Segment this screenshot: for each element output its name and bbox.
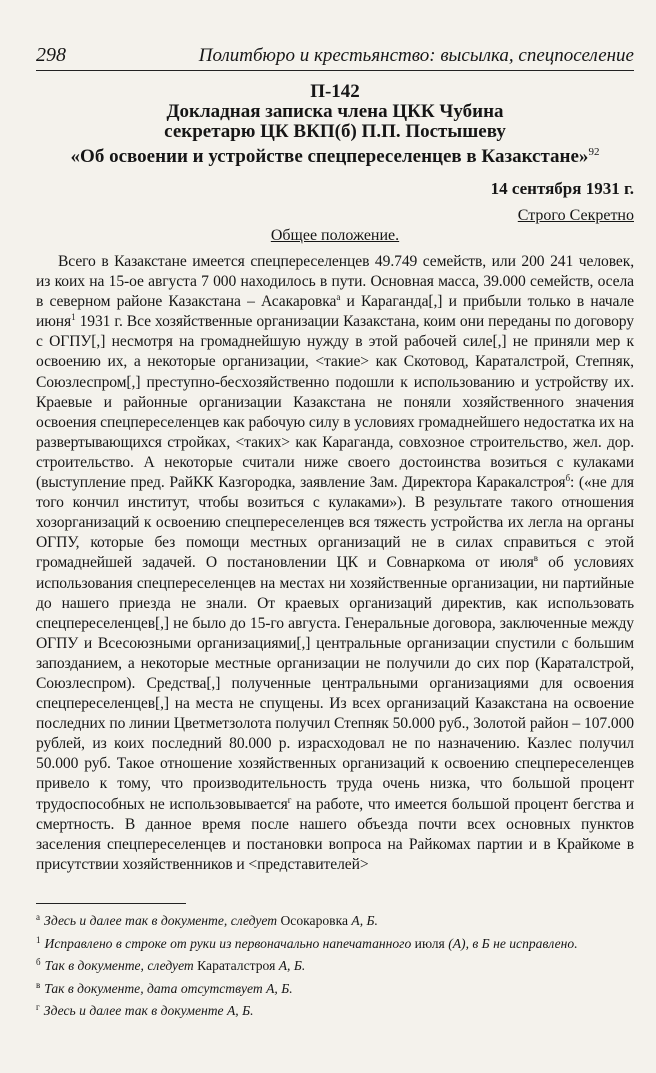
footnote: $^б$ Так в документе, следует Караталстроя А, Б. <box>36 957 306 973</box>
body-text-4: : («не для того кончил институт, чтобы возиться с кулаками»). В результате такого отношения хозорганизаций к освоению спецпереселенцев вся тяжесть устройства их легла на органы ОГПУ, которые без помощи местных организаций не в силах справиться с этой громаднейшей задачей. О постановлении ЦК и Совнаркома от июля <box>36 474 634 572</box>
footnote-mark: в <box>36 979 41 990</box>
footnote-mark: г <box>36 1002 40 1012</box>
classification-stamp: Строго Секретно <box>517 207 634 224</box>
footnote-ref-g: г <box>287 794 292 805</box>
body-text-2: и Караганда[,] и прибыли только в начале июня <box>36 293 634 331</box>
title-line-3 <box>36 142 634 167</box>
document-date: 14 сентября 1931 г. <box>490 179 634 198</box>
footnotes <box>36 903 634 1021</box>
document-number: П-142 <box>310 81 360 102</box>
body-text-6: на работе, что имеется большой процент бегства и смертность. В данное время после нашего объезда почти всех основных пунктов заселения спецпереселенцев и постановки вопроса на Райкомах партии и в Крайкоме в присутствии хозяйственников и <представителей> <box>36 795 634 873</box>
footnote-mark: а <box>36 912 40 922</box>
title-line-3-text: «Об освоении и устройстве спецпереселенцев в Казакстане» <box>70 146 589 167</box>
footnote-ref-b: б <box>565 473 570 484</box>
title-note-marker: 92 <box>588 146 600 158</box>
page-header <box>36 44 634 71</box>
body-paragraph <box>36 252 634 875</box>
document-block <box>36 82 634 891</box>
footnote: $^а$ Здесь и далее так в документе, следует Осокаровка А, Б. <box>36 912 378 928</box>
footnote-ref-1: 1 <box>71 312 76 323</box>
title-line-1: Докладная записка члена ЦКК Чубина <box>166 101 504 122</box>
footnote-mark: 1 <box>36 934 41 945</box>
page-number: 298 <box>36 44 66 66</box>
body-text-3: 1931 г. Все хозяйственные организации Казакстана, коим они переданы по договору с ОГПУ[,] несмотря на громаднейшую нужду в этой рабочей силе[,] не приняли мер к освоению их, а некоторые организации, <такие> как Скотовод, Караталстрой, Степняк, Союзлеспром[,] преступно-бесхозяйственно подошли к использованию и устройству их. Краевые и районные организации Казакстана не поняли хозяйственного значения освоения спецпереселенцев как рабочую силу в условиях громаднейшего недостатка их на развертывающихся стройках, <таких> как Караганда, совхозное строительство, жел. дор. строительство. А некоторые считали ниже своего достоинства возиться с кулаками (выступление пред. РайКК Казгородка, заявление Зам. Директора Каракалстроя <box>36 313 634 492</box>
footnote-ref-v: в <box>533 553 538 564</box>
footnote: $^г$ Здесь и далее так в документе А, Б. <box>36 1002 254 1018</box>
document-title <box>36 102 634 167</box>
running-title: Политбюро и крестьянство: высылка, спецпоселение <box>198 45 634 66</box>
footnote-mark: б <box>36 957 41 967</box>
body-text-1: Всего в Казакстане имеется спецпереселенцев 49.749 семейств, или 200 241 человек, из коих на 15-ое августа 7 000 находилось в пути. Основная масса, 39.000 семейств, осела в северном районе Казакстана – Асакаровка <box>36 253 634 311</box>
body-text-5: об условиях использования спецпереселенцев на местах ни хозяйственные организации, ни партийные до нашего приезда не знали. От краевых организаций директив, как использовать спецпереселенцев[,] не было до 15-го августа. Генеральные договора, заключенные между ОГПУ и Всесоюзными организациями[,] центральные организации спустили с большим запозданием, а некоторые местные организации не получили до сих пор (Караталстрой, Союзлеспром). Средства[,] полученные центральными организациями для освоения спецпереселенцев[,] на места не спущены. Из всех организаций Казакстана на освоение последних по линии Цветметзолота получил Степняк 50.000 руб., Золотой район – 107.000 рублей, из коих последний 80.000 р. израсходовал не по назначению. Казлес получил 50.000 руб. Такое отношение хозяйственных организаций к освоению спецпереселенцев привело к тому, что производительность труда очень низка, что большой процент трудоспособных не использовывается <box>36 554 634 813</box>
section-heading: Общее положение. <box>270 227 400 244</box>
title-line-2: секретарю ЦК ВКП(б) П.П. Постышеву <box>164 121 506 142</box>
footnote-ref-a: а <box>336 292 341 303</box>
footnote: $^1$ Исправлено в строке от руки из первоначально напечатанного июля (А), в Б не исправлено. <box>36 934 578 951</box>
footnote: $^в$ Так в документе, дата отсутствует А, Б. <box>36 979 293 996</box>
footnote-divider <box>36 903 186 904</box>
